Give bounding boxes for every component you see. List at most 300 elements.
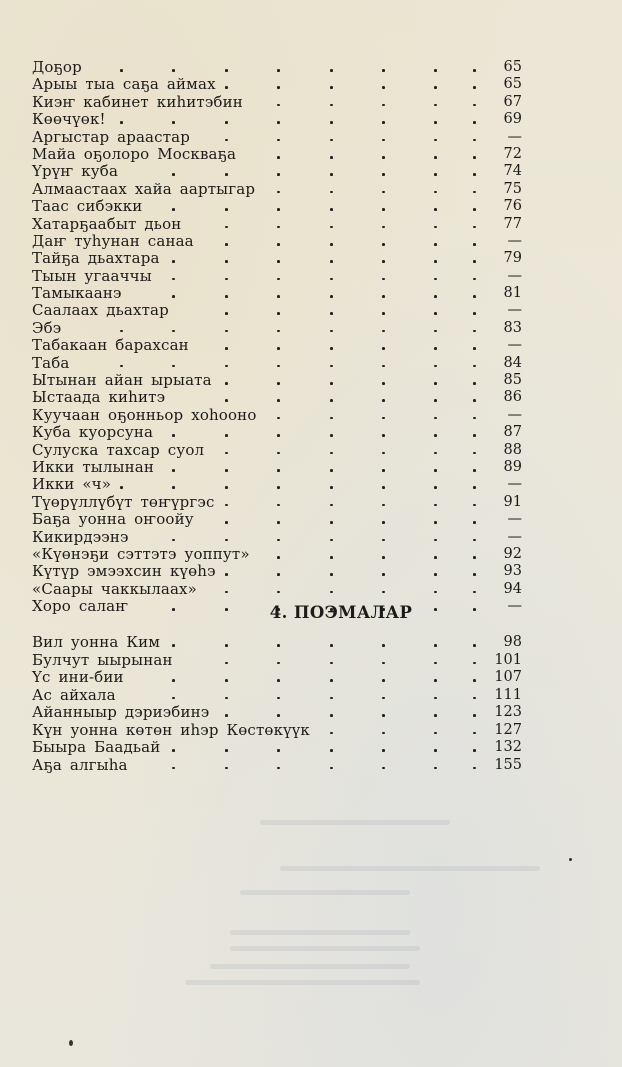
entry-title: Ыстаада киһитэ <box>32 388 166 407</box>
dot-leader <box>330 104 333 107</box>
dot-leader <box>382 295 385 298</box>
dot-leader <box>473 347 476 350</box>
dot-leader <box>225 697 228 700</box>
dot-leader <box>330 295 333 298</box>
entry-page-number: 111 <box>494 686 522 703</box>
dot-leader <box>225 679 228 682</box>
dot-leader <box>277 312 280 315</box>
dot-leader <box>434 226 437 229</box>
dot-leader <box>382 86 385 89</box>
bleed-through-mark <box>210 964 410 969</box>
dot-leader <box>473 452 476 455</box>
dot-leader <box>382 278 385 281</box>
dot-leader <box>434 697 437 700</box>
entry-page-number: — <box>507 128 522 145</box>
dot-leader <box>473 226 476 229</box>
dot-leader <box>434 191 437 194</box>
entry-title: Күн уонна көтөн иһэр Көстөкүүк <box>32 720 310 739</box>
dot-leader <box>434 312 437 315</box>
dot-leader <box>225 243 228 246</box>
dot-leader <box>473 191 476 194</box>
dot-leader <box>225 278 228 281</box>
dot-leader <box>434 295 437 298</box>
dot-leader <box>434 556 437 559</box>
entry-page-number: 123 <box>494 704 522 720</box>
toc-entry <box>32 216 522 233</box>
entry-title: Икки «ч» <box>32 475 112 494</box>
dot-leader <box>382 749 385 752</box>
dot-leader <box>277 573 280 576</box>
entry-page-number: 77 <box>503 215 522 232</box>
entry-page-number: 83 <box>503 319 522 336</box>
dot-leader <box>277 504 280 507</box>
dot-leader <box>473 243 476 246</box>
toc-entry <box>32 94 522 111</box>
bleed-through-mark <box>185 980 420 985</box>
dot-leader <box>225 714 228 717</box>
dot-leader <box>434 539 437 542</box>
dot-leader <box>473 69 476 72</box>
bleed-through-mark <box>230 946 420 951</box>
toc-entry <box>32 285 522 302</box>
dot-leader <box>473 556 476 559</box>
dot-leader <box>382 365 385 368</box>
entry-page-number: 107 <box>494 669 522 685</box>
dot-leader <box>330 86 333 89</box>
entry-title: «Саары чаккылаах» <box>32 579 197 598</box>
entry-title: Тамыкаанэ <box>32 284 122 303</box>
dot-leader <box>172 697 175 700</box>
dot-leader <box>434 749 437 752</box>
toc-entry <box>32 704 522 722</box>
toc-entry <box>32 687 522 705</box>
dot-leader <box>330 260 333 263</box>
toc-entry <box>32 355 522 372</box>
toc-entry <box>32 563 522 580</box>
dot-leader <box>473 714 476 717</box>
dot-leader <box>330 452 333 455</box>
entry-title: Ас айхала <box>32 685 116 704</box>
entry-page-number: — <box>507 598 522 615</box>
toc-entry <box>32 302 522 319</box>
dot-leader <box>277 69 280 72</box>
toc-entry <box>32 233 522 250</box>
dot-leader <box>225 347 228 350</box>
entry-title: «Күөнэҕи сэттэтэ уоппут» <box>32 544 250 563</box>
dot-leader <box>382 139 385 142</box>
dot-leader <box>225 469 228 472</box>
dot-leader <box>172 469 175 472</box>
dot-leader <box>225 86 228 89</box>
ink-speck <box>569 858 572 861</box>
dot-leader <box>277 156 280 159</box>
dot-leader <box>473 434 476 437</box>
dot-leader <box>330 504 333 507</box>
toc-entry <box>32 250 522 267</box>
entry-page-number: 85 <box>503 372 522 389</box>
dot-leader <box>473 173 476 176</box>
dot-leader <box>277 539 280 542</box>
entry-title: Хоро салаҥ <box>32 597 129 616</box>
entry-page-number: 86 <box>503 389 522 406</box>
dot-leader <box>330 347 333 350</box>
dot-leader <box>225 573 228 576</box>
dot-leader <box>225 504 228 507</box>
entry-page-number: — <box>507 267 522 284</box>
dot-leader <box>330 469 333 472</box>
entry-page-number: 69 <box>503 111 522 128</box>
entry-page-number: 81 <box>503 285 522 302</box>
dot-leader <box>225 662 228 665</box>
dot-leader <box>277 104 280 107</box>
dot-leader <box>434 86 437 89</box>
dot-leader <box>277 679 280 682</box>
dot-leader <box>434 121 437 124</box>
dot-leader <box>225 749 228 752</box>
entry-page-number: 98 <box>503 634 522 650</box>
dot-leader <box>225 539 228 542</box>
dot-leader <box>434 521 437 524</box>
dot-leader <box>473 330 476 333</box>
dot-leader <box>330 69 333 72</box>
toc-entry <box>32 511 522 528</box>
dot-leader <box>434 173 437 176</box>
entry-title: Күтүр эмээхсин күөһэ <box>32 562 216 581</box>
dot-leader <box>434 139 437 142</box>
dot-leader <box>382 382 385 385</box>
dot-leader <box>172 679 175 682</box>
entry-title: Көөчүөк! <box>32 110 106 129</box>
toc-entry <box>32 129 522 146</box>
dot-leader <box>330 330 333 333</box>
toc-entry <box>32 442 522 459</box>
dot-leader <box>434 434 437 437</box>
dot-leader <box>277 486 280 489</box>
entry-title: Икки тылынан <box>32 457 155 476</box>
dot-leader <box>382 191 385 194</box>
dot-leader <box>434 156 437 159</box>
dot-leader <box>277 662 280 665</box>
dot-leader <box>277 208 280 211</box>
dot-leader <box>382 399 385 402</box>
dot-leader <box>473 156 476 159</box>
dot-leader <box>434 69 437 72</box>
dot-leader <box>225 312 228 315</box>
toc-entry <box>32 320 522 337</box>
dot-leader <box>225 295 228 298</box>
dot-leader <box>434 365 437 368</box>
dot-leader <box>330 521 333 524</box>
dot-leader <box>330 732 333 735</box>
dot-leader <box>330 278 333 281</box>
dot-leader <box>172 434 175 437</box>
dot-leader <box>277 173 280 176</box>
dot-leader <box>382 767 385 770</box>
poems-contents <box>32 634 522 774</box>
dot-leader <box>120 365 123 368</box>
dot-leader <box>473 86 476 89</box>
bleed-through-mark <box>240 890 410 895</box>
dot-leader <box>434 330 437 333</box>
dot-leader <box>473 365 476 368</box>
bleed-through-mark <box>230 930 410 935</box>
dot-leader <box>330 417 333 420</box>
entry-title: Аҕа алгыһа <box>32 755 128 774</box>
entry-title: Киэҥ кабинет киһитэбин <box>32 92 243 111</box>
entry-title: Табакаан барахсан <box>32 336 189 355</box>
dot-leader <box>473 539 476 542</box>
dot-leader <box>172 69 175 72</box>
dot-leader <box>277 417 280 420</box>
dot-leader <box>473 399 476 402</box>
dot-leader <box>382 591 385 594</box>
toc-entry <box>32 722 522 740</box>
dot-leader <box>473 139 476 142</box>
dot-leader <box>434 504 437 507</box>
dot-leader <box>172 278 175 281</box>
toc-entry <box>32 652 522 670</box>
toc-entry <box>32 581 522 598</box>
dot-leader <box>277 521 280 524</box>
dot-leader <box>277 382 280 385</box>
dot-leader <box>382 521 385 524</box>
dot-leader <box>330 173 333 176</box>
entry-page-number: — <box>507 232 522 249</box>
toc-entry <box>32 389 522 406</box>
entry-title: Быыра Баадьай <box>32 738 161 756</box>
toc-entry <box>32 59 522 76</box>
dot-leader <box>382 714 385 717</box>
entry-page-number: 79 <box>503 250 522 267</box>
dot-leader <box>225 139 228 142</box>
dot-leader <box>225 486 228 489</box>
toc-entry <box>32 494 522 511</box>
dot-leader <box>473 573 476 576</box>
dot-leader <box>473 732 476 735</box>
entry-page-number: 87 <box>503 424 522 441</box>
dot-leader <box>473 767 476 770</box>
dot-leader <box>330 312 333 315</box>
dot-leader <box>473 278 476 281</box>
entry-title: Вил уонна Ким <box>32 633 161 651</box>
dot-leader <box>434 417 437 420</box>
dot-leader <box>225 121 228 124</box>
entry-page-number: 75 <box>503 180 522 197</box>
dot-leader <box>330 714 333 717</box>
dot-leader <box>382 243 385 246</box>
dot-leader <box>382 347 385 350</box>
entry-title: Сулуска тахсар суол <box>32 440 205 459</box>
toc-entry <box>32 76 522 93</box>
entry-page-number: 101 <box>494 651 522 668</box>
entry-title: Таба <box>32 353 70 372</box>
table-of-contents <box>32 59 522 616</box>
dot-leader <box>172 173 175 176</box>
entry-title: Аргыстар араастар <box>32 127 190 146</box>
dot-leader <box>434 573 437 576</box>
entry-title: Куучаан оҕонньор хоһооно <box>32 405 257 424</box>
toc-entry <box>32 757 522 775</box>
entry-title: Үрүҥ куба <box>32 162 119 181</box>
dot-leader <box>330 662 333 665</box>
entry-page-number: 72 <box>503 145 522 162</box>
dot-leader <box>225 208 228 211</box>
dot-leader <box>330 591 333 594</box>
entry-page-number: 67 <box>503 93 522 110</box>
entry-page-number: 76 <box>503 198 522 215</box>
dot-leader <box>172 644 175 647</box>
toc-entry <box>32 669 522 687</box>
dot-leader <box>473 417 476 420</box>
dot-leader <box>473 591 476 594</box>
dot-leader <box>330 749 333 752</box>
toc-entry <box>32 476 522 493</box>
bleed-through-mark <box>260 820 450 825</box>
dot-leader <box>330 365 333 368</box>
dot-leader <box>473 644 476 647</box>
dot-leader <box>172 121 175 124</box>
dot-leader <box>382 208 385 211</box>
dot-leader <box>473 121 476 124</box>
toc-entry <box>32 529 522 546</box>
dot-leader <box>330 382 333 385</box>
toc-entry <box>32 268 522 285</box>
dot-leader <box>473 662 476 665</box>
dot-leader <box>434 486 437 489</box>
entry-title: Баҕа уонна оҥоойу <box>32 510 194 529</box>
dot-leader <box>330 191 333 194</box>
toc-entry <box>32 111 522 128</box>
entry-page-number: 91 <box>503 493 522 510</box>
dot-leader <box>120 330 123 333</box>
dot-leader <box>330 243 333 246</box>
dot-leader <box>330 573 333 576</box>
dot-leader <box>225 226 228 229</box>
dot-leader <box>277 191 280 194</box>
dot-leader <box>434 714 437 717</box>
entry-page-number: — <box>507 528 522 545</box>
dot-leader <box>277 365 280 368</box>
entry-title: Эбэ <box>32 318 62 337</box>
dot-leader <box>473 382 476 385</box>
dot-leader <box>225 260 228 263</box>
toc-entry <box>32 424 522 441</box>
dot-leader <box>434 732 437 735</box>
dot-leader <box>434 260 437 263</box>
entry-title: Доҕор <box>32 58 82 76</box>
toc-entry <box>32 181 522 198</box>
dot-leader <box>172 295 175 298</box>
entry-title: Түөрүллүбүт төҥүргэс <box>32 492 215 511</box>
entry-page-number: — <box>507 511 522 528</box>
dot-leader <box>277 644 280 647</box>
entry-title: Айанныыр дэриэбинэ <box>32 703 210 721</box>
dot-leader <box>330 226 333 229</box>
dot-leader <box>382 260 385 263</box>
entry-page-number: 155 <box>494 756 522 773</box>
dot-leader <box>172 749 175 752</box>
entry-page-number: 127 <box>494 721 522 738</box>
toc-entry <box>32 337 522 354</box>
dot-leader <box>434 644 437 647</box>
dot-leader <box>330 121 333 124</box>
dot-leader <box>172 539 175 542</box>
dot-leader <box>382 330 385 333</box>
dot-leader <box>382 121 385 124</box>
dot-leader <box>382 104 385 107</box>
dot-leader <box>330 539 333 542</box>
dot-leader <box>382 697 385 700</box>
dot-leader <box>473 295 476 298</box>
dot-leader <box>172 330 175 333</box>
dot-leader <box>434 679 437 682</box>
dot-leader <box>277 399 280 402</box>
dot-leader <box>330 208 333 211</box>
dot-leader <box>172 260 175 263</box>
dot-leader <box>434 399 437 402</box>
dot-leader <box>172 767 175 770</box>
entry-page-number: 88 <box>503 441 522 458</box>
toc-entry <box>32 459 522 476</box>
toc-entry <box>32 739 522 757</box>
dot-leader <box>277 767 280 770</box>
dot-leader <box>382 312 385 315</box>
entry-page-number: — <box>507 337 522 354</box>
dot-leader <box>225 365 228 368</box>
entry-title: Майа оҕолоро Москваҕа <box>32 144 237 163</box>
entry-title: Тыын угааччы <box>32 266 152 285</box>
dot-leader <box>473 312 476 315</box>
dot-leader <box>277 714 280 717</box>
entry-title: Ытынан айан ырыата <box>32 371 212 390</box>
entry-page-number: 74 <box>503 163 522 180</box>
entry-title: Тайҕа дьахтара <box>32 249 160 268</box>
dot-leader <box>277 347 280 350</box>
dot-leader <box>434 104 437 107</box>
entry-page-number: — <box>507 302 522 319</box>
entry-page-number: 89 <box>503 458 522 475</box>
dot-leader <box>434 243 437 246</box>
dot-leader <box>473 679 476 682</box>
dot-leader <box>434 347 437 350</box>
dot-leader <box>277 591 280 594</box>
dot-leader <box>434 469 437 472</box>
entry-title: Таас сибэкки <box>32 197 143 216</box>
dot-leader <box>120 486 123 489</box>
dot-leader <box>434 278 437 281</box>
dot-leader <box>473 260 476 263</box>
dot-leader <box>382 156 385 159</box>
dot-leader <box>172 208 175 211</box>
dot-leader <box>277 434 280 437</box>
dot-leader <box>225 399 228 402</box>
dot-leader <box>382 434 385 437</box>
entry-title: Куба куорсуна <box>32 423 154 442</box>
entry-page-number: 93 <box>503 563 522 580</box>
toc-entry <box>32 146 522 163</box>
dot-leader <box>225 382 228 385</box>
dot-leader <box>382 486 385 489</box>
dot-leader <box>434 591 437 594</box>
dot-leader <box>277 226 280 229</box>
dot-leader <box>225 330 228 333</box>
entry-title: Саалаах дьахтар <box>32 301 169 320</box>
dot-leader <box>382 644 385 647</box>
entry-page-number: 65 <box>503 59 522 75</box>
dot-leader <box>277 86 280 89</box>
dot-leader <box>473 749 476 752</box>
dot-leader <box>330 556 333 559</box>
